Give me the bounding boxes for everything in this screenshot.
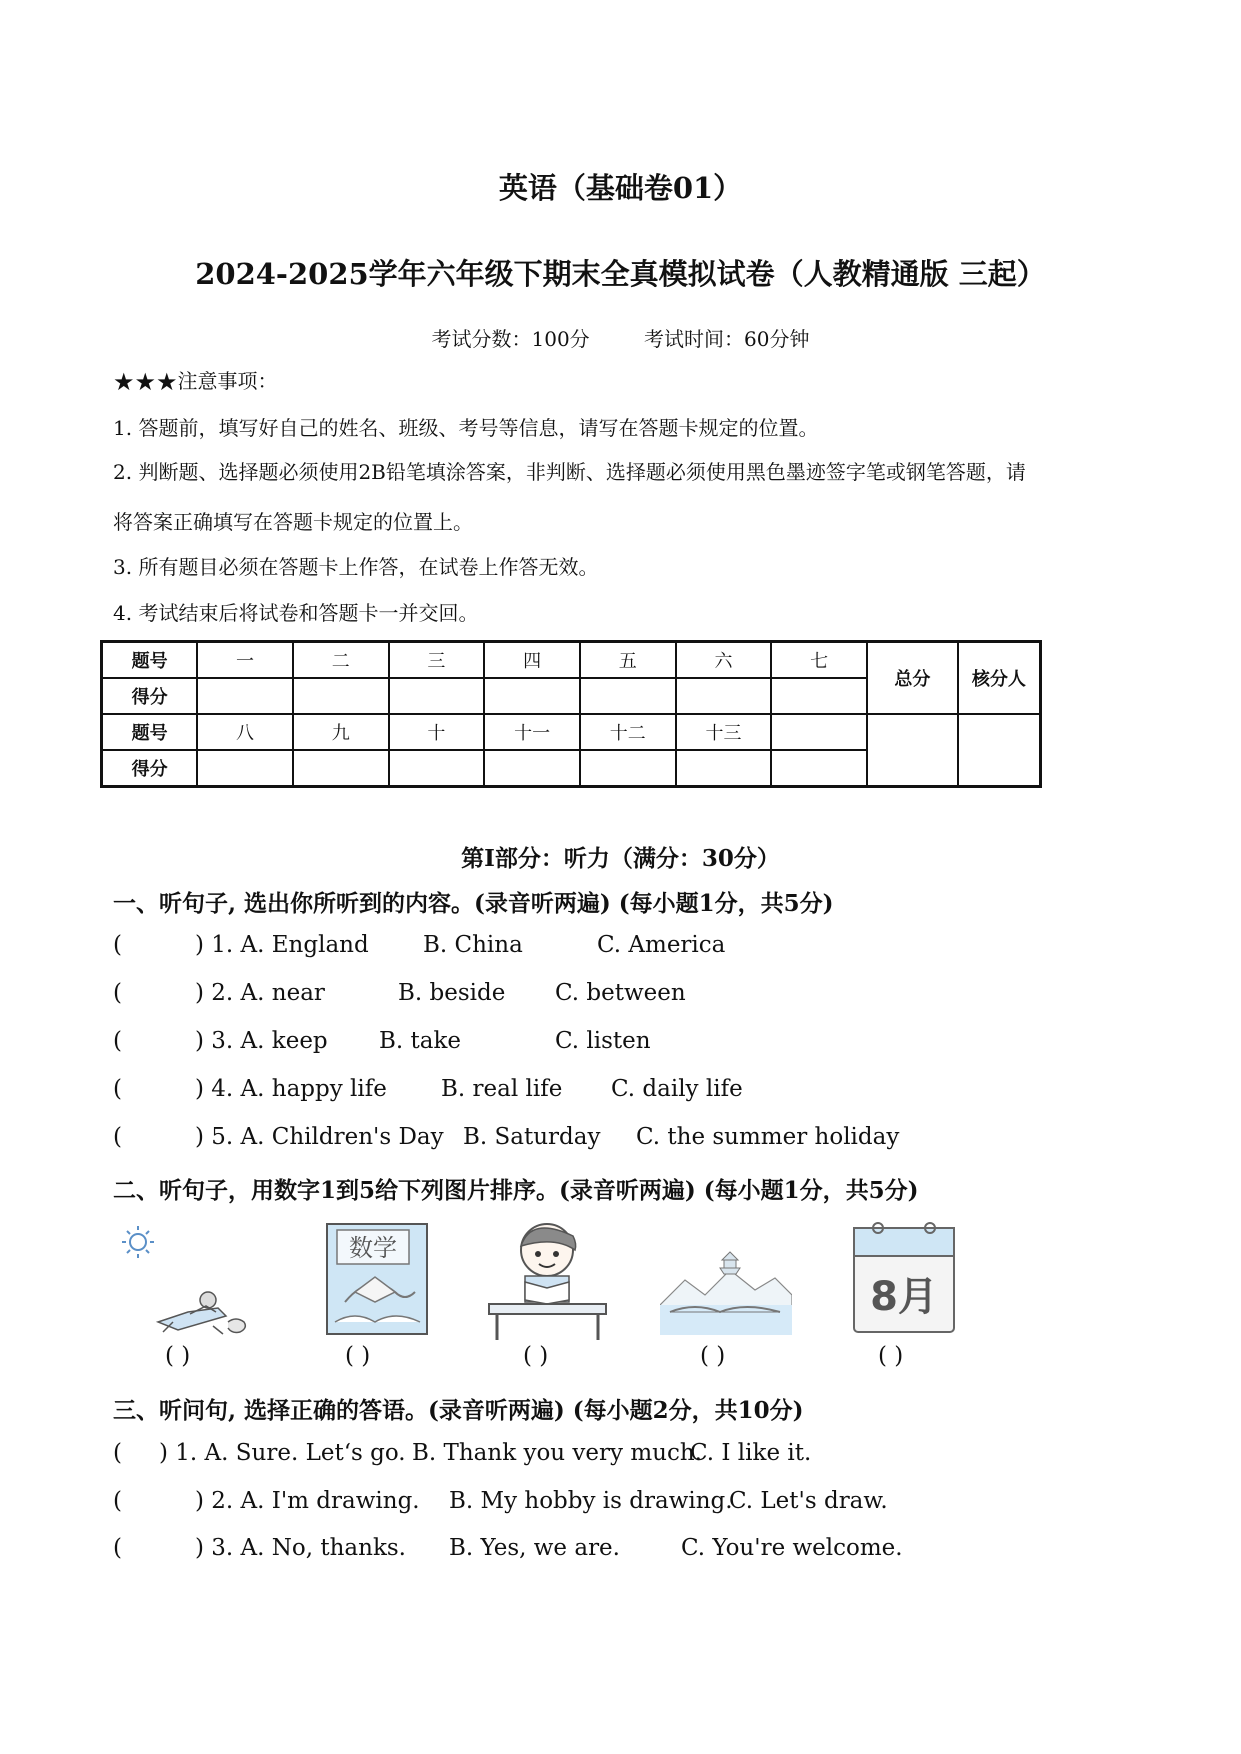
checker-header: 核分人 bbox=[958, 642, 1041, 715]
option-b: B. China bbox=[423, 932, 523, 958]
score-cell bbox=[676, 678, 772, 714]
score-cell bbox=[771, 750, 867, 787]
score-cell bbox=[293, 678, 389, 714]
row-label-score: 得分 bbox=[102, 678, 198, 714]
score-cell bbox=[197, 750, 293, 787]
score-cell bbox=[389, 678, 485, 714]
exam-score-label: 考试分数：100分 bbox=[431, 327, 590, 351]
table-cell: 十三 bbox=[676, 714, 772, 750]
table-cell: 六 bbox=[676, 642, 772, 679]
table-cell: 七 bbox=[771, 642, 867, 679]
score-cell bbox=[484, 678, 580, 714]
calendar-month-text: 8月 bbox=[870, 1274, 938, 1320]
row-label-number: 题号 bbox=[102, 714, 198, 750]
table-cell: 四 bbox=[484, 642, 580, 679]
score-cell bbox=[197, 678, 293, 714]
part1-title: 第Ⅰ部分：听力（满分：30分） bbox=[461, 845, 780, 872]
score-cell bbox=[580, 678, 676, 714]
table-cell: 三 bbox=[389, 642, 485, 679]
checker-cell bbox=[958, 714, 1041, 787]
table-cell: 五 bbox=[580, 642, 676, 679]
score-cell bbox=[389, 750, 485, 787]
option-c: C. America bbox=[597, 932, 726, 958]
option-b: B. beside bbox=[398, 980, 506, 1006]
option-a: ) 1. A. Sure. Let‘s go. bbox=[159, 1440, 406, 1466]
table-cell bbox=[771, 714, 867, 750]
answer-blank: ( ) bbox=[345, 1343, 371, 1369]
table-cell: 十一 bbox=[484, 714, 580, 750]
star-icon: ★★★ bbox=[113, 368, 178, 396]
sun-icon bbox=[122, 1226, 154, 1258]
option-b: B. Saturday bbox=[463, 1124, 601, 1150]
table-cell: 十二 bbox=[580, 714, 676, 750]
note-item: 3. 所有题目必须在答题卡上作答，在试卷上作答无效。 bbox=[113, 555, 599, 579]
lake-landscape-picture bbox=[660, 1250, 792, 1335]
section1-heading: 一、听句子, 选出你所听到的内容。(录音听两遍) (每小题1分，共5分) bbox=[113, 890, 834, 917]
boy-reading-picture bbox=[485, 1212, 610, 1342]
row-label-score: 得分 bbox=[102, 750, 198, 787]
option-a: ) 3. A. keep bbox=[195, 1028, 328, 1054]
option-b: B. take bbox=[379, 1028, 462, 1054]
exam-time-label: 考试时间：60分钟 bbox=[644, 327, 810, 351]
table-cell: 二 bbox=[293, 642, 389, 679]
section2-heading: 二、听句子，用数字1到5给下列图片排序。(录音听两遍) (每小题1分，共5分) bbox=[113, 1177, 919, 1204]
answer-blank: ( ) bbox=[523, 1343, 549, 1369]
table-cell: 一 bbox=[197, 642, 293, 679]
score-table bbox=[100, 640, 1042, 788]
note-item: 2. 判断题、选择题必须使用2B铅笔填涂答案，非判断、选择题必须使用黑色墨迹签字笔或钢笔答题，请 bbox=[113, 460, 1026, 484]
option-c: C. listen bbox=[555, 1028, 651, 1054]
calendar-august-picture bbox=[848, 1218, 963, 1336]
option-c: C. between bbox=[555, 980, 686, 1006]
option-b: B. Yes, we are. bbox=[449, 1535, 620, 1561]
notes-heading: 注意事项： bbox=[177, 369, 278, 393]
option-c: C. Let's draw. bbox=[729, 1488, 888, 1514]
total-cell bbox=[867, 714, 958, 787]
answer-blank: ( ) bbox=[165, 1343, 191, 1369]
note-item: 1. 答题前，填写好自己的姓名、班级、考号等信息，请写在答题卡规定的位置。 bbox=[113, 416, 819, 440]
option-b: B. My hobby is drawing. bbox=[449, 1488, 733, 1514]
math-book-picture bbox=[325, 1222, 430, 1337]
option-a: ) 2. A. I'm drawing. bbox=[195, 1488, 420, 1514]
option-c: C. daily life bbox=[611, 1076, 743, 1102]
note-item: 将答案正确填写在答题卡规定的位置上。 bbox=[113, 510, 473, 534]
score-cell bbox=[771, 678, 867, 714]
option-c: C. I like it. bbox=[690, 1440, 812, 1466]
exam-info bbox=[0, 323, 1241, 352]
table-cell: 十 bbox=[389, 714, 485, 750]
score-cell bbox=[484, 750, 580, 787]
notes-title bbox=[113, 365, 278, 396]
table-cell: 八 bbox=[197, 714, 293, 750]
score-cell bbox=[293, 750, 389, 787]
sunbathing-picture bbox=[118, 1222, 263, 1342]
option-b: B. real life bbox=[441, 1076, 563, 1102]
exam-title: 英语（基础卷01） bbox=[498, 171, 743, 205]
option-a: ) 3. A. No, thanks. bbox=[195, 1535, 406, 1561]
option-a: ) 2. A. near bbox=[195, 980, 325, 1006]
note-item: 4. 考试结束后将试卷和答题卡一并交回。 bbox=[113, 601, 479, 625]
book-title-text: 数学 bbox=[349, 1234, 397, 1262]
option-b: B. Thank you very much. bbox=[412, 1440, 702, 1466]
score-cell bbox=[676, 750, 772, 787]
option-c: C. the summer holiday bbox=[636, 1124, 900, 1150]
exam-subtitle: 2024-2025学年六年级下期末全真模拟试卷（人教精通版 三起） bbox=[195, 257, 1046, 291]
answer-blank: ( ) bbox=[700, 1343, 726, 1369]
option-a: ) 4. A. happy life bbox=[195, 1076, 387, 1102]
answer-blank: ( ) bbox=[878, 1343, 904, 1369]
option-c: C. You're welcome. bbox=[681, 1535, 903, 1561]
section3-heading: 三、听问句, 选择正确的答语。(录音听两遍) (每小题2分，共10分) bbox=[113, 1397, 804, 1424]
total-header: 总分 bbox=[867, 642, 958, 715]
option-a: ) 1. A. England bbox=[195, 932, 369, 958]
row-label-number: 题号 bbox=[102, 642, 198, 679]
table-cell: 九 bbox=[293, 714, 389, 750]
score-cell bbox=[580, 750, 676, 787]
option-a: ) 5. A. Children's Day bbox=[195, 1124, 444, 1150]
